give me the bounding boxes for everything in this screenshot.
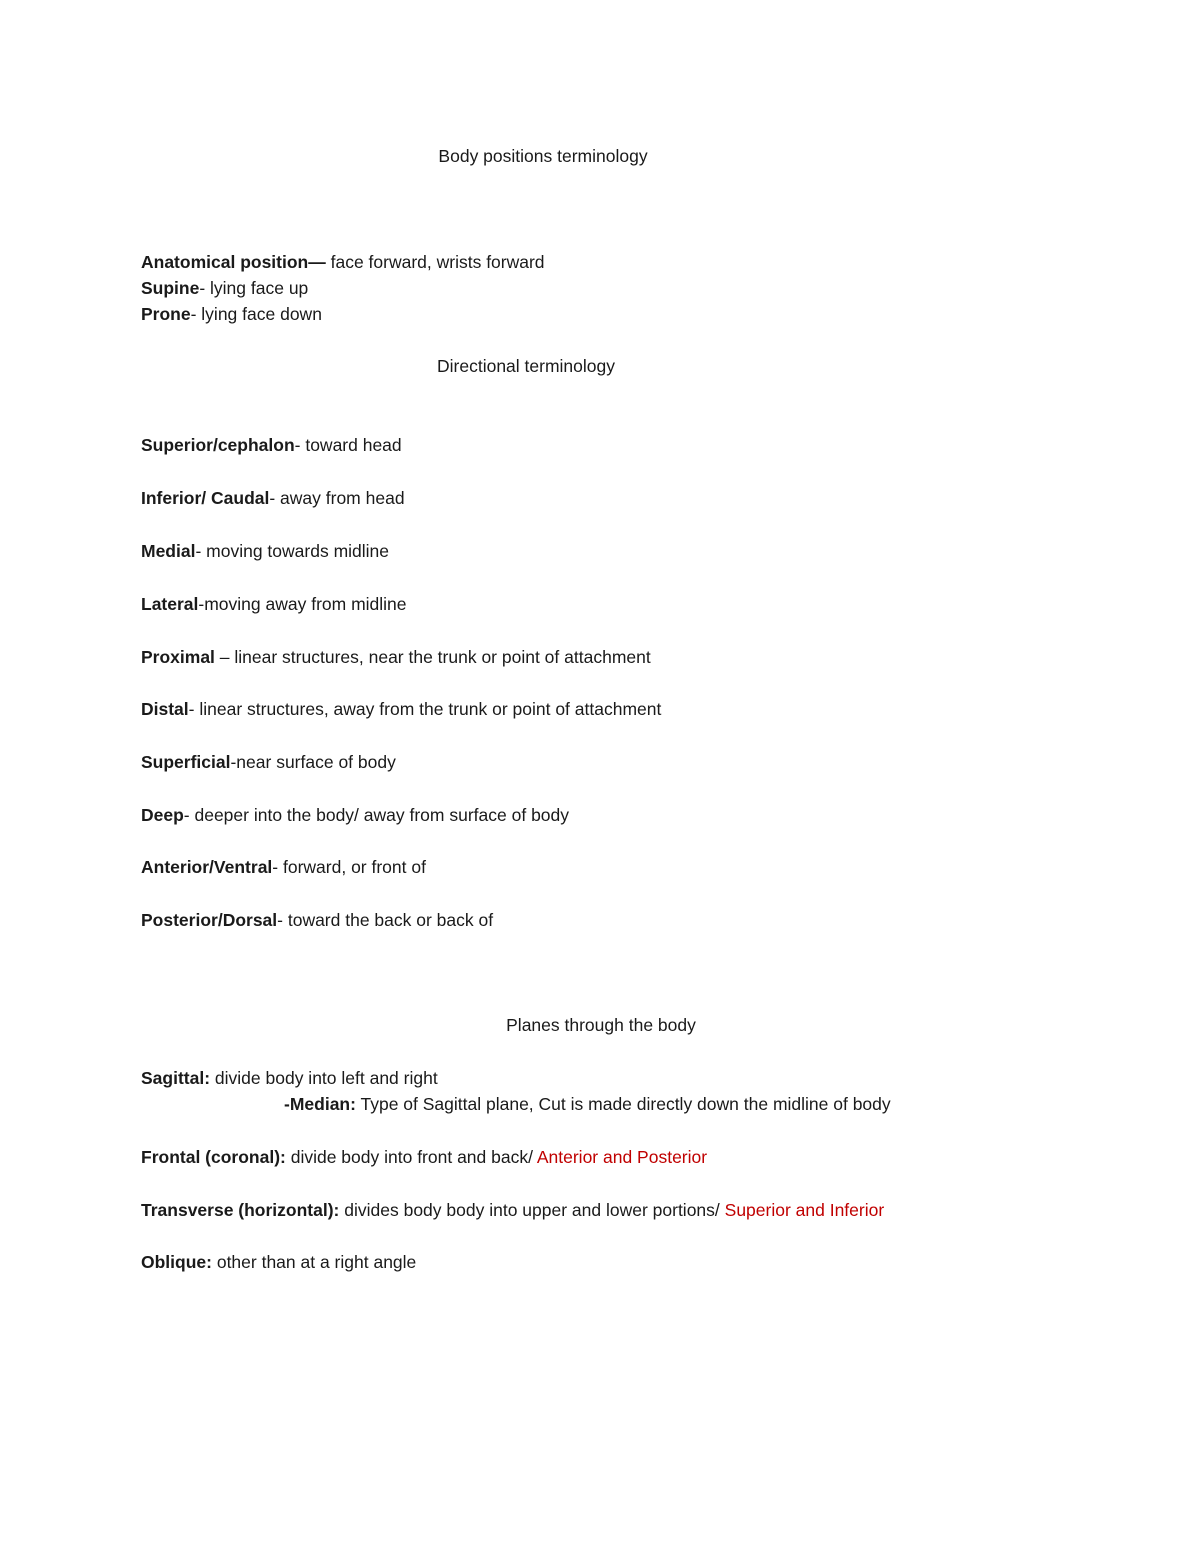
term-description: Type of Sagittal plane, Cut is made directly down the midline of body bbox=[355, 1094, 891, 1114]
term-description: - forward, or front of bbox=[272, 857, 426, 877]
term-label: Oblique: bbox=[141, 1252, 212, 1272]
term-line-transverse bbox=[141, 1199, 884, 1221]
term-label: Prone bbox=[141, 304, 191, 324]
term-line-superior bbox=[141, 434, 402, 456]
term-line-distal bbox=[141, 698, 661, 720]
term-line-deep bbox=[141, 804, 569, 826]
term-label: Anatomical position— bbox=[141, 252, 326, 272]
term-line-prone bbox=[141, 303, 322, 325]
term-line-supine bbox=[141, 277, 308, 299]
term-label: -Median: bbox=[284, 1094, 356, 1114]
term-label: Medial bbox=[141, 541, 196, 561]
term-line-lateral bbox=[141, 593, 407, 615]
term-description: - deeper into the body/ away from surface of body bbox=[183, 805, 570, 825]
term-description: - lying face up bbox=[199, 278, 309, 298]
term-line-inferior bbox=[141, 487, 405, 509]
term-label: Posterior/Dorsal bbox=[141, 910, 278, 930]
term-label: Frontal (coronal): bbox=[141, 1147, 286, 1167]
term-line-posterior bbox=[141, 909, 493, 931]
term-description: -near surface of body bbox=[230, 752, 396, 772]
term-description: divide body into left and right bbox=[210, 1068, 438, 1088]
term-line-oblique bbox=[141, 1251, 416, 1273]
highlight-text: Superior and Inferior bbox=[724, 1200, 885, 1220]
term-label: Deep bbox=[141, 805, 184, 825]
term-description: divide body into front and back/ bbox=[285, 1147, 537, 1167]
term-line-median bbox=[284, 1093, 891, 1115]
term-description: - moving towards midline bbox=[195, 541, 390, 561]
term-line-anterior bbox=[141, 856, 426, 878]
term-label: Transverse (horizontal): bbox=[141, 1200, 340, 1220]
term-label: Lateral bbox=[141, 594, 199, 614]
heading-body-positions: Body positions terminology bbox=[438, 146, 648, 166]
term-label: Superficial bbox=[141, 752, 231, 772]
heading-planes: Planes through the body bbox=[506, 1015, 696, 1035]
term-label: Proximal bbox=[141, 647, 215, 667]
term-description: – linear structures, near the trunk or point of attachment bbox=[214, 647, 651, 667]
term-description: - toward the back or back of bbox=[277, 910, 494, 930]
term-label: Superior/cephalon bbox=[141, 435, 295, 455]
term-description: - lying face down bbox=[190, 304, 322, 324]
heading-directional: Directional terminology bbox=[437, 356, 615, 376]
term-label: Sagittal: bbox=[141, 1068, 211, 1088]
term-line-frontal bbox=[141, 1146, 707, 1168]
term-description: - linear structures, away from the trunk or point of attachment bbox=[188, 699, 662, 719]
term-line-anatomical-position bbox=[141, 251, 545, 273]
term-label: Supine bbox=[141, 278, 200, 298]
term-label: Inferior/ Caudal bbox=[141, 488, 270, 508]
term-label: Anterior/Ventral bbox=[141, 857, 273, 877]
term-line-medial bbox=[141, 540, 389, 562]
term-description: -moving away from midline bbox=[198, 594, 407, 614]
term-line-proximal bbox=[141, 646, 651, 668]
highlight-text: Anterior and Posterior bbox=[536, 1147, 708, 1167]
term-description: - away from head bbox=[269, 488, 405, 508]
term-description: - toward head bbox=[294, 435, 402, 455]
term-label: Distal bbox=[141, 699, 189, 719]
term-line-sagittal bbox=[141, 1067, 438, 1089]
term-description: divides body body into upper and lower portions/ bbox=[339, 1200, 725, 1220]
term-line-superficial bbox=[141, 751, 396, 773]
term-description: face forward, wrists forward bbox=[325, 252, 545, 272]
term-description: other than at a right angle bbox=[211, 1252, 417, 1272]
